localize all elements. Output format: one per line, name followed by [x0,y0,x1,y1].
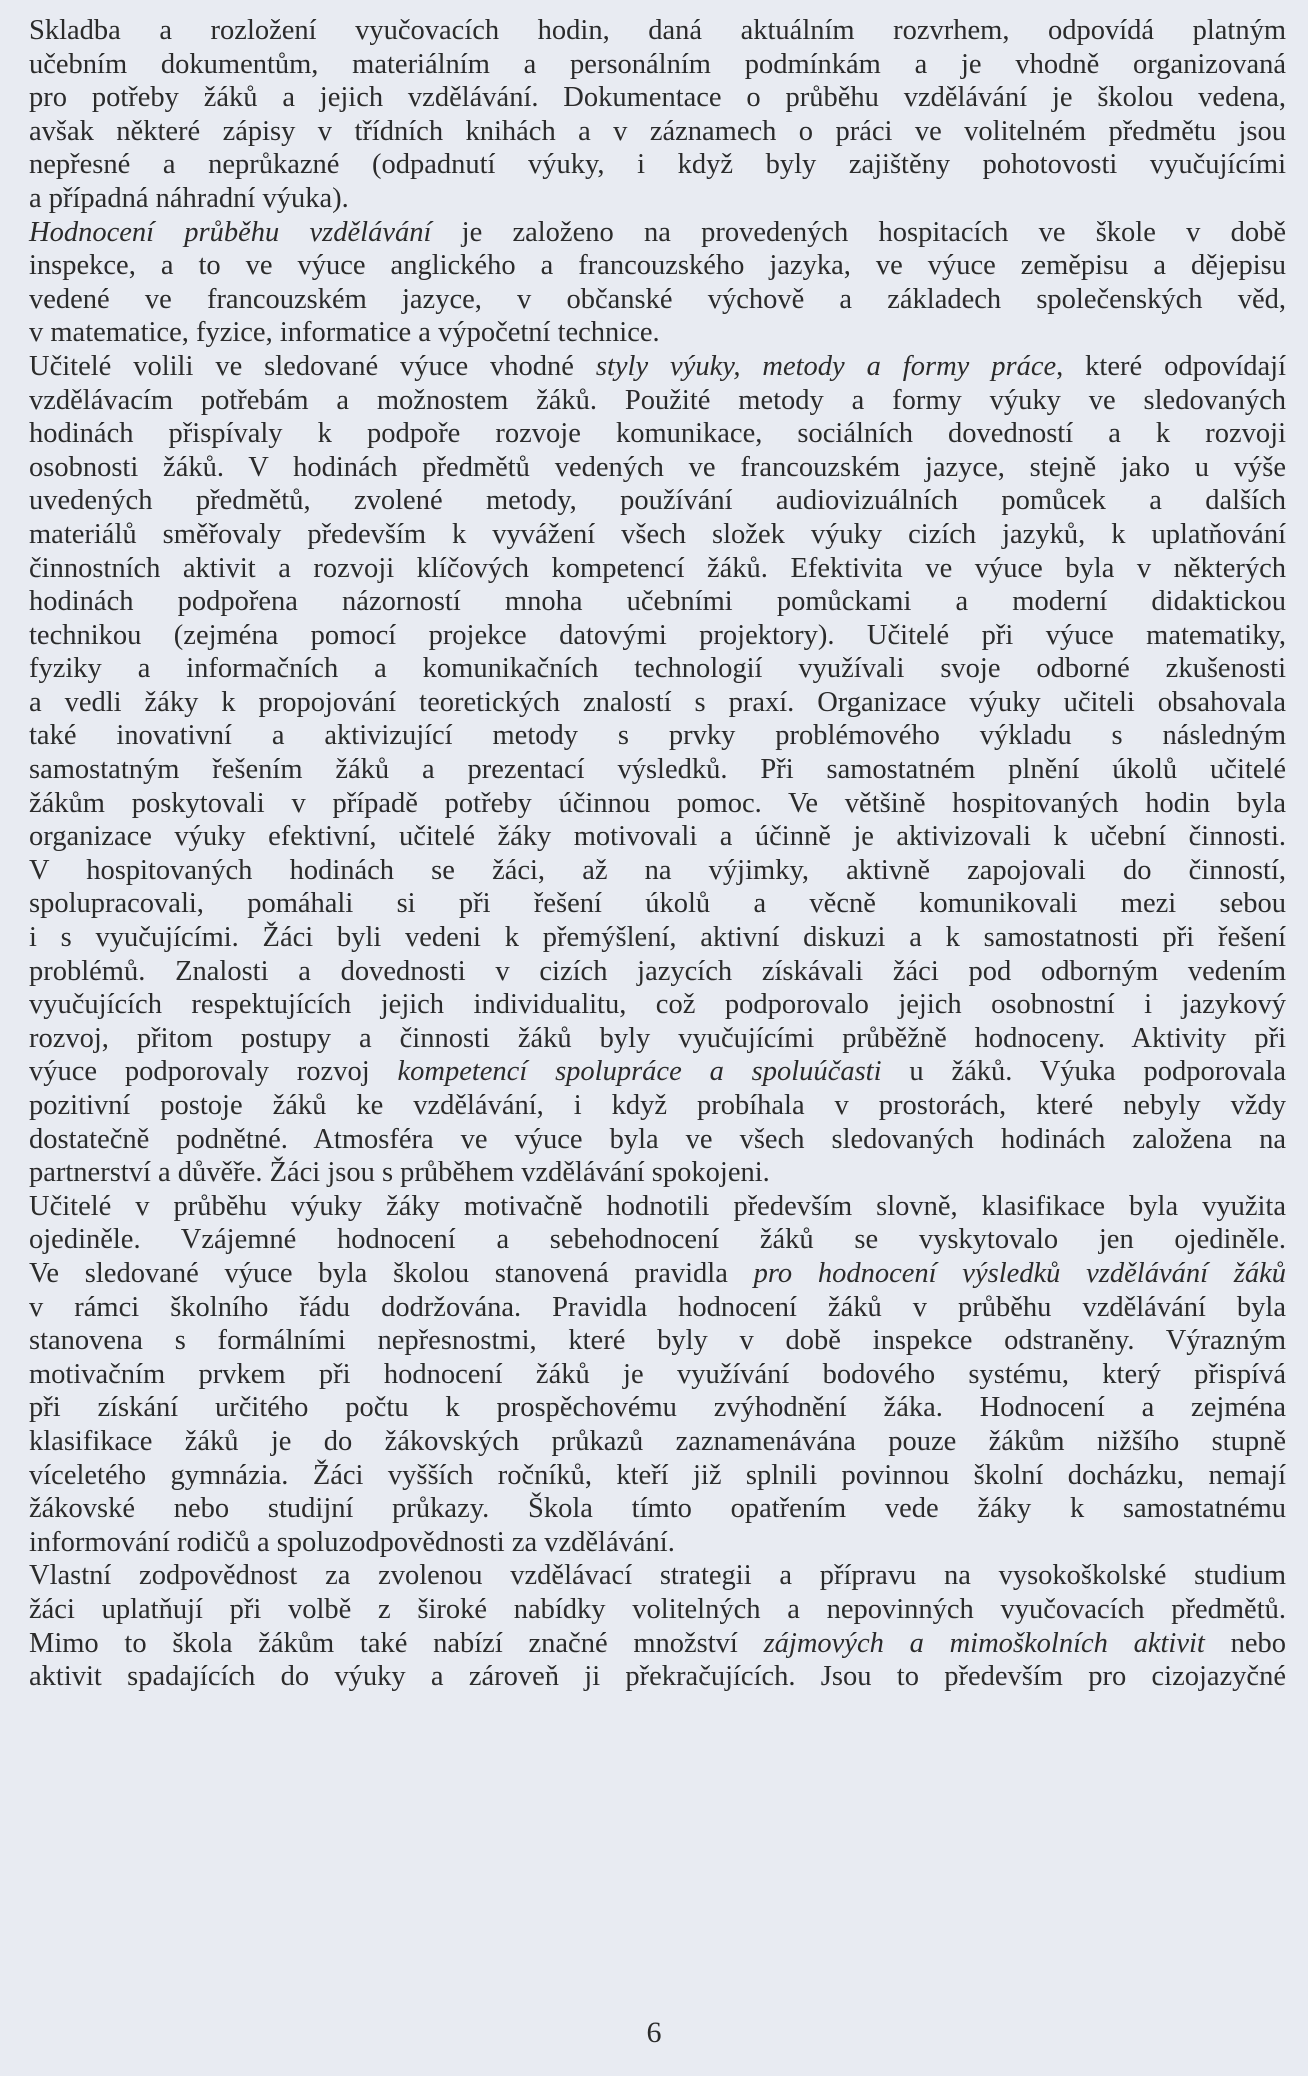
text-line [29,350,1286,384]
text-run: činnostních aktivit a rozvoji klíčových kompetencí žáků. Efektivita ve výuce byla v některých [29,552,1286,584]
text-line [29,619,1286,653]
text-line [29,1055,1286,1089]
text-line [29,652,1286,686]
text-run: ojediněle. Vzájemné hodnocení a sebehodnocení žáků se vyskytovalo jen ojediněle. [29,1224,1286,1256]
text-line [29,1324,1286,1358]
text-run: V hospitovaných hodinách se žáci, až na výjimky, aktivně zapojovali do činností, [29,854,1286,886]
text-line [29,1190,1286,1224]
text-line [29,1022,1286,1056]
text-line [29,1358,1286,1392]
text-run: rozvoj, přitom postupy a činnosti žáků byly vyučujícími průběžně hodnoceny. Aktivity při [29,1022,1286,1054]
text-run: Vlastní zodpovědnost za zvolenou vzdělávací strategii a přípravu na vysokoškolské studium [29,1560,1286,1592]
emphasized-text: Hodnocení průběhu vzdělávání [29,216,432,248]
text-line [29,1391,1286,1425]
text-run: Učitelé v průběhu výuky žáky motivačně hodnotili především slovně, klasifikace byla využita [29,1190,1286,1222]
text-line [29,585,1286,619]
text-run: hodinách podpořena názorností mnoha učebními pomůckami a moderní didaktickou [29,586,1286,618]
text-run: učebním dokumentům, materiálním a personálním podmínkám a je vhodně organizovaná [29,48,1286,80]
text-run: materiálů směřovaly především k vyvážení všech složek výuky cizích jazyků, k uplatňování [29,518,1286,550]
text-line [29,484,1286,518]
text-run: u žáků. Výuka podporovala [881,1056,1287,1088]
text-line [29,182,1286,216]
text-line [29,1123,1286,1157]
text-run: vyučujících respektujících jejich individualitu, což podporovalo jejich osobnostní i jazykový [29,989,1286,1021]
text-run: , které odpovídají [1056,350,1286,382]
text-run: motivačním prvkem při hodnocení žáků je využívání bodového systému, který přispívá [29,1358,1286,1390]
text-line [29,249,1286,283]
text-run: výuce podporovaly rozvoj [29,1056,398,1088]
text-line [29,1089,1286,1123]
paragraph [29,216,1286,350]
text-run: uvedených předmětů, zvolené metody, používání audiovizuálních pomůcek a dalších [29,485,1286,517]
text-line [29,451,1286,485]
text-run: vedené ve francouzském jazyce, v občanské výchově a základech společenských věd, [29,283,1286,315]
text-run: pozitivní postoje žáků ke vzdělávání, i když probíhala v prostorách, které nebyly vždy [29,1090,1286,1121]
text-run: hodinách přispívaly k podpoře rozvoje komunikace, sociálních dovedností a k rozvoji [29,418,1286,450]
text-line [29,81,1286,115]
text-line [29,115,1286,149]
text-run: informování rodičů a spoluzodpovědnosti za vzdělávání. [29,1526,675,1558]
paragraph [29,1559,1286,1693]
text-run: nebo [1204,1627,1286,1659]
text-run: Ve sledované výuce byla školou stanovená pravidla [29,1257,754,1289]
emphasized-text: zájmových a mimoškolních aktivit [763,1627,1205,1659]
text-run: pro potřeby žáků a jejich vzdělávání. Dokumentace o průběhu vzdělávání je školou vedena, [29,82,1286,114]
text-run: a případná náhradní výuka). [29,182,349,214]
text-run: organizace výuky efektivní, učitelé žáky motivovali a účinně je aktivizovali k učební činnosti. [29,821,1286,853]
emphasized-text: kompetencí spolupráce a spoluúčasti [397,1056,882,1088]
text-line [29,1425,1286,1459]
text-line [29,1492,1286,1526]
text-run: v rámci školního řádu dodržována. Pravidla hodnocení žáků v průběhu vzdělávání byla [29,1291,1286,1323]
text-line [29,820,1286,854]
text-line [29,417,1286,451]
paragraph [29,350,1286,1190]
text-run: žákovské nebo studijní průkazy. Škola tímto opatřením vede žáky k samostatnému [29,1493,1286,1525]
emphasized-text: styly výuky, metody a formy práce [595,350,1057,382]
text-line [29,48,1286,82]
text-run: i s vyučujícími. Žáci byli vedeni k přemýšlení, aktivní diskuzi a k samostatnosti při řešení [29,922,1286,954]
text-run: stanovena s formálními nepřesnostmi, které byly v době inspekce odstraněny. Výrazným [29,1325,1286,1357]
paragraph [29,1190,1286,1560]
document-page [29,14,1286,1694]
text-line [29,921,1286,955]
text-line [29,753,1286,787]
text-line [29,854,1286,888]
text-line [29,384,1286,418]
text-line [29,1257,1286,1291]
text-line [29,148,1286,182]
text-run: víceletého gymnázia. Žáci vyšších ročníků, kteří již splnili povinnou školní docházku, nemají [29,1459,1286,1491]
text-line [29,955,1286,989]
text-line [29,988,1286,1022]
text-line [29,518,1286,552]
paragraph [29,14,1286,216]
text-line [29,1627,1286,1661]
text-line [29,1559,1286,1593]
text-line [29,552,1286,586]
text-line [29,216,1286,250]
page-number: 6 [646,2016,662,2049]
text-run: aktivit spadajících do výuky a zároveň ji překračujících. Jsou to především pro cizojazyčné [29,1661,1286,1693]
text-line [29,283,1286,317]
text-run: Učitelé volili ve sledované výuce vhodné [29,350,596,382]
text-run: Mimo to škola žákům také nabízí značné množství [29,1627,764,1659]
text-run: partnerství a důvěře. Žáci jsou s průběhem vzdělávání spokojeni. [29,1157,770,1189]
text-line [29,719,1286,753]
text-run: fyziky a informačních a komunikačních technologií využívali svoje odborné zkušenosti [29,653,1286,685]
text-line [29,1526,1286,1560]
text-run: a vedli žáky k propojování teoretických znalostí s praxí. Organizace výuky učiteli obsahovala [29,686,1286,718]
text-line [29,787,1286,821]
text-line [29,1291,1286,1325]
text-run: je založeno na provedených hospitacích ve škole v době [431,216,1286,248]
text-line [29,887,1286,921]
text-run: avšak některé zápisy v třídních knihách a v záznamech o práci ve volitelném předmětu jsou [29,115,1286,147]
text-run: problémů. Znalosti a dovednosti v cizích jazycích získávali žáci pod odborným vedením [29,955,1286,987]
text-line [29,14,1286,48]
emphasized-text: pro hodnocení výsledků vzdělávání žáků [753,1257,1286,1289]
text-run: klasifikace žáků je do žákovských průkazů zaznamenávána pouze žákům nižšího stupně [29,1425,1286,1457]
text-run: technikou (zejména pomocí projekce datovými projektory). Učitelé při výuce matematiky, [29,619,1286,651]
text-run: žákům poskytovali v případě potřeby účinnou pomoc. Ve většině hospitovaných hodin byla [29,787,1286,819]
text-line [29,1223,1286,1257]
text-run: dostatečně podnětné. Atmosféra ve výuce byla ve všech sledovaných hodinách založena na [29,1123,1286,1155]
text-line [29,1156,1286,1190]
text-run: Skladba a rozložení vyučovacích hodin, daná aktuálním rozvrhem, odpovídá platným [29,15,1286,46]
text-run: při získání určitého počtu k prospěchovému zvýhodnění žáka. Hodnocení a zejména [29,1392,1286,1424]
text-run: také inovativní a aktivizující metody s prvky problémového výkladu s následným [29,720,1286,752]
text-line [29,1660,1286,1694]
text-run: spolupracovali, pomáhali si při řešení úkolů a věcně komunikovali mezi sebou [29,888,1286,920]
text-run: inspekce, a to ve výuce anglického a francouzského jazyka, ve výuce zeměpisu a dějepisu [29,250,1286,282]
text-run: samostatným řešením žáků a prezentací výsledků. Při samostatném plnění úkolů učitelé [29,754,1286,786]
text-run: osobnosti žáků. V hodinách předmětů vedených ve francouzském jazyce, stejně jako u výše [29,451,1286,483]
text-line [29,1459,1286,1493]
text-run: žáci uplatňují při volbě z široké nabídky volitelných a nepovinných vyučovacích předmětů. [29,1593,1286,1625]
text-run: nepřesné a neprůkazné (odpadnutí výuky, i když byly zajištěny pohotovosti vyučujícími [29,149,1286,181]
text-line [29,1593,1286,1627]
text-run: v matematice, fyzice, informatice a výpočetní technice. [29,317,660,349]
text-run: vzdělávacím potřebám a možnostem žáků. Použité metody a formy výuky ve sledovaných [29,384,1286,416]
text-line [29,316,1286,350]
text-line [29,686,1286,720]
